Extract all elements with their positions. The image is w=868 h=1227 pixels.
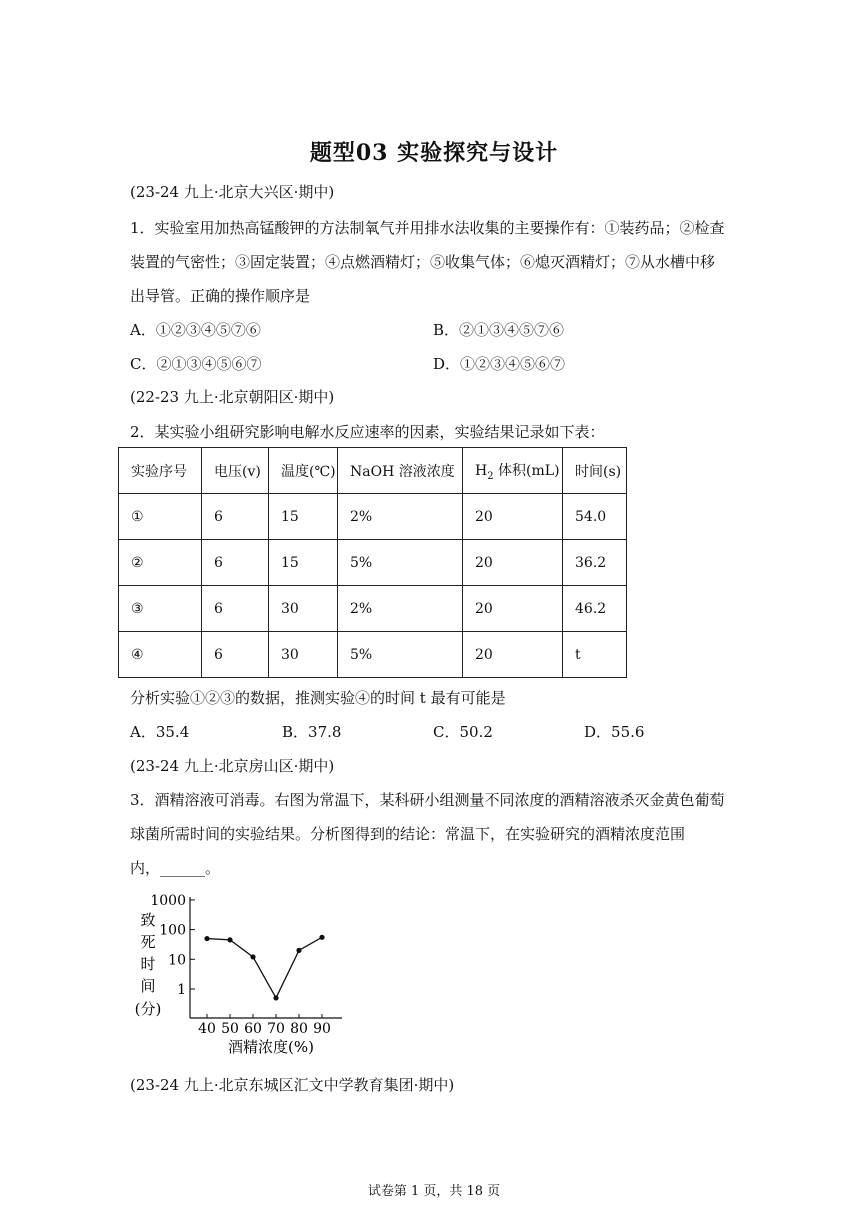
x-tick-label: 40 (198, 1021, 216, 1037)
table-row (119, 494, 627, 540)
table-cell: 2% (338, 494, 463, 540)
x-axis-label: 酒精浓度(%) (228, 1038, 314, 1056)
question-text: 3．酒精溶液可消毒。右图为常温下，某科研小组测量不同浓度的酒精溶液杀灭金黄色葡萄 (130, 791, 725, 809)
table-cell: 20 (463, 540, 563, 586)
header-subscript: 2 (487, 470, 494, 482)
source-label: (22-23 九上·北京朝阳区·期中) (130, 388, 335, 406)
option-c: C．②①③④⑤⑥⑦ (130, 355, 262, 373)
x-tick-label: 60 (244, 1021, 262, 1037)
question-text: 2．某实验小组研究影响电解水反应速率的因素，实验结果记录如下表： (130, 423, 605, 441)
data-table (118, 447, 627, 678)
x-tick-label: 50 (221, 1021, 239, 1037)
table-cell: 20 (463, 632, 563, 678)
table-header-cell: NaOH 溶液浓度 (338, 448, 463, 494)
table-cell: 5% (338, 540, 463, 586)
table-row (119, 586, 627, 632)
table-cell: 6 (202, 494, 269, 540)
y-tick-label: 1 (177, 982, 186, 998)
table-cell: 30 (269, 632, 338, 678)
table-cell: ③ (119, 586, 202, 632)
question-text: 出导管。正确的操作顺序是 (130, 287, 311, 305)
y-axis-label-char: 间 (140, 977, 156, 995)
x-tick-label: 70 (267, 1021, 285, 1037)
table-header-cell (463, 448, 563, 494)
y-tick-label: 1000 (150, 892, 186, 909)
data-point (273, 995, 278, 1000)
table-cell: 5% (338, 632, 463, 678)
table-header-cell: 温度(℃) (269, 448, 338, 494)
table-cell: ① (119, 494, 202, 540)
option-b: B．②①③④⑤⑦⑥ (433, 321, 565, 339)
table-cell: 15 (269, 494, 338, 540)
y-axis-label-char: 时 (140, 955, 156, 973)
table-cell: 6 (202, 586, 269, 632)
question-text: 分析实验①②③的数据，推测实验④的时间 t 最有可能是 (130, 689, 506, 707)
question-text: 装置的气密性；③固定装置；④点燃酒精灯；⑤收集气体；⑥熄灭酒精灯；⑦从水槽中移 (130, 253, 716, 271)
page-footer: 试卷第 1 页，共 18 页 (367, 1184, 501, 1199)
y-axis-label-char: 致 (140, 911, 156, 929)
source-label: (23-24 九上·北京东城区汇文中学教育集团·期中) (130, 1076, 455, 1094)
data-point (227, 937, 232, 942)
question-text: 球菌所需时间的实验结果。分析图得到的结论：常温下，在实验研究的酒精浓度范围 (130, 825, 686, 843)
table-cell: 2% (338, 586, 463, 632)
table-cell: 30 (269, 586, 338, 632)
source-label: (23-24 九上·北京大兴区·期中) (130, 183, 335, 201)
page-title: 题型03 实验探究与设计 (309, 140, 559, 166)
table-cell: 54.0 (563, 494, 627, 540)
option-d: D．①②③④⑤⑥⑦ (433, 355, 566, 373)
option-b: B．37.8 (282, 723, 342, 741)
table-header-cell: 实验序号 (119, 448, 202, 494)
source-label: (23-24 九上·北京房山区·期中) (130, 757, 335, 775)
table-cell: 46.2 (563, 586, 627, 632)
y-axis-label-char: 死 (140, 933, 156, 951)
data-point (250, 954, 255, 959)
table-cell: t (563, 632, 627, 678)
question-text: 1．实验室用加热高锰酸钾的方法制氧气并用排水法收集的主要操作有：①装药品；②检查 (130, 219, 725, 237)
y-tick-label: 10 (168, 952, 186, 969)
x-tick-label: 90 (313, 1021, 331, 1037)
header-text: 体积(mL) (493, 462, 560, 479)
table-cell: 20 (463, 494, 563, 540)
question-text: 内，______。 (130, 859, 221, 877)
header-text: H (475, 462, 488, 479)
option-c: C．50.2 (433, 723, 493, 741)
data-point (319, 935, 324, 940)
data-point (296, 948, 301, 953)
table-cell: 6 (202, 540, 269, 586)
table-row (119, 632, 627, 678)
table-cell: 20 (463, 586, 563, 632)
data-point (204, 936, 209, 941)
table-cell: 36.2 (563, 540, 627, 586)
alcohol-kill-time-chart (125, 885, 360, 1065)
table-cell: 15 (269, 540, 338, 586)
table-header-cell: 电压(v) (202, 448, 269, 494)
table-cell: 6 (202, 632, 269, 678)
table-cell: ② (119, 540, 202, 586)
option-d: D．55.6 (584, 723, 645, 741)
table-cell: ④ (119, 632, 202, 678)
table-row (119, 540, 627, 586)
option-a: A．35.4 (130, 723, 190, 741)
table-header-cell: 时间(s) (563, 448, 627, 494)
option-a: A．①②③④⑤⑦⑥ (130, 321, 261, 339)
y-tick-label: 100 (159, 922, 186, 939)
table-header-row (119, 448, 627, 494)
y-axis-label-char: (分) (134, 1000, 162, 1018)
series-line (207, 937, 322, 998)
x-tick-label: 80 (290, 1021, 308, 1037)
